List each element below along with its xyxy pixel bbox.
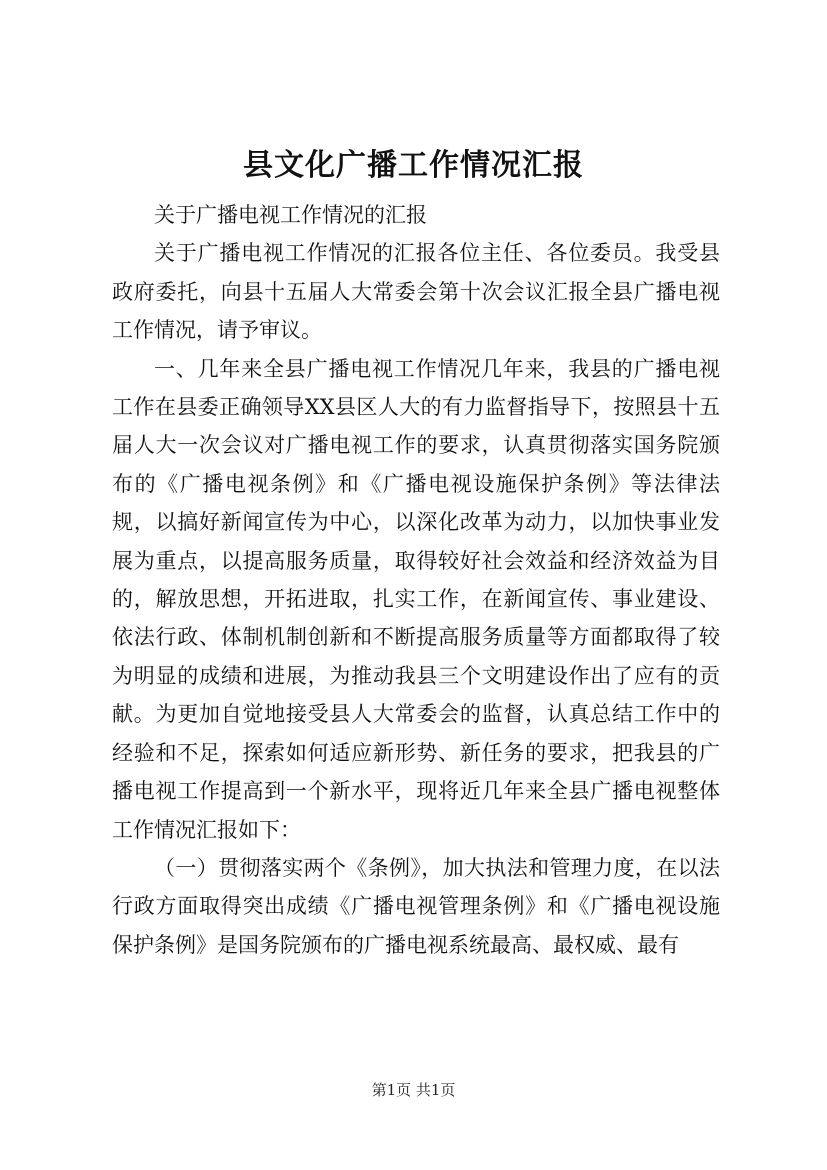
document-title: 县文化广播工作情况汇报 — [243, 148, 584, 183]
paragraph-intro: 关于广播电视工作情况的汇报各位主任、各位委员。我受县政府委托，向县十五届人大常委会第十次会议汇报全县广播电视工作情况，请予审议。 — [112, 241, 720, 343]
page-footer: 第1页 共1页 — [371, 1081, 456, 1099]
paragraph-subsection-one: （一）贯彻落实两个《条例》，加大执法和管理力度，在以法行政方面取得突出成绩《广播电视管理条例》和《广播电视设施保护条例》是国务院颁布的广播电视系统最高、最权威、最有 — [112, 855, 720, 957]
paragraph-section-one: 一、几年来全县广播电视工作情况几年来，我县的广播电视工作在县委正确领导XX县区人大的有力监督指导下，按照县十五届人大一次会议对广播电视工作的要求，认真贯彻落实国务院颁布的《广播电视条例》和《广播电视设施保护条例》等法律法规，以搞好新闻宣传为中心，以深化改革为动力，以加快事业发展为重点，以提高服务质量，取得较好社会效益和经济效益为目的，解放思想，开拓进取，扎实工作，在新闻宣传、事业建设、依法行政、体制机制创新和不断提高服务质量等方面都取得了较为明显的成绩和进展，为推动我县三个文明建设作出了应有的贡献。为更加自觉地接受县人大常委会的监督，认真总结工作中的经验和不足，探索如何适应新形势、新任务的要求，把我县的广播电视工作提高到一个新水平，现将近几年来全县广播电视整体工作情况汇报如下： — [112, 356, 720, 842]
document-subtitle: 关于广播电视工作情况的汇报 — [154, 203, 427, 227]
document-body — [112, 196, 720, 964]
